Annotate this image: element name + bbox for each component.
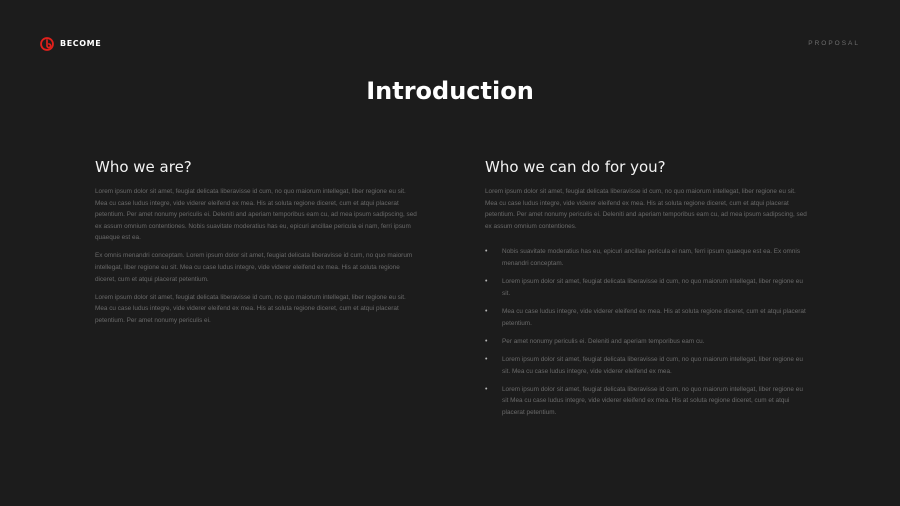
who-we-are-section [95,156,417,333]
list-item: • Per amet nonumy periculis ei. Deleniti and aperiam temporibus eam cu. [485,336,807,348]
paragraph: Lorem ipsum dolor sit amet, feugiat delicata liberavisse id cum, no quo maiorum intellegat, liber regione eu sit. Mea cu case ludus integre, vide viderer eleifend ex mea. His at soluta regione diceret, cum et atqui placerat petentium. Per amet nonumy periculis ei. Deleniti and aperiam temporibus eam cu, ad mea ipsum sadipscing, sed ex assum omnium contentiones. Nobis suavitate moderatius has eu, epicuri ancillae pericula ei nam, ferri ipsum quaeque est ea. [95,188,417,242]
paragraph: Lorem ipsum dolor sit amet, feugiat delicata liberavisse id cum, no quo maiorum intellegat, liber regione eu sit. Mea cu case ludus integre, vide viderer eleifend ex mea. His at soluta regione diceret, cum et atqui placerat petentium. Per amet nonumy periculis ei. Deleniti and aperiam temporibus eam cu, ad mea ipsum sadipscing, sed ex assum omnium contentiones. [485,188,807,230]
brand-logo [40,37,101,51]
list-item: • Lorem ipsum dolor sit amet, feugiat delicata liberavisse id cum, no quo maiorum intellegat, liber regione eu sit. Mea cu case ludus integre, vide viderer eleifend ex mea. [485,354,807,377]
list-item: • Mea cu case ludus integre, vide viderer eleifend ex mea. His at soluta regione diceret, cum et atqui placerat petentium. [485,306,807,329]
section-heading: Who we can do for you? [485,158,666,176]
services-section [485,156,807,425]
bullet-list [485,246,807,418]
section-heading: Who we are? [95,158,192,176]
list-item: • Lorem ipsum dolor sit amet, feugiat delicata liberavisse id cum, no quo maiorum intellegat, liber regione eu sit Mea cu case ludus integre, vide viderer eleifend ex mea. His at soluta regione diceret, cum et atqui placerat petentium. [485,384,807,419]
header-tag: PROPOSAL [808,40,860,47]
brand-name: BECOME [60,39,102,48]
page-title: Introduction [366,77,534,105]
paragraph: Lorem ipsum dolor sit amet, feugiat delicata liberavisse id cum, no quo maiorum intellegat, liber regione eu sit. Mea cu case ludus integre, vide viderer eleifend ex mea. His at soluta regione diceret, cum et atqui placerat petentium. Per amet nonumy periculis ei. [95,293,406,324]
list-item: • Lorem ipsum dolor sit amet, feugiat delicata liberavisse id cum, no quo maiorum intellegat, liber regione eu sit. [485,276,807,299]
list-item: • Nobis suavitate moderatius has eu, epicuri ancillae pericula ei nam, ferri ipsum quaeque est ea. Ex omnis menandri conceptam. [485,246,807,269]
paragraph: Ex omnis menandri conceptam. Lorem ipsum dolor sit amet, feugiat delicata liberavisse id cum, no quo maiorum intellegat, liber regione eu sit. Mea cu case ludus integre, vide viderer eleifend ex mea. His at soluta regione diceret, cum et atqui placerat petentium. [95,252,413,283]
spiral-logo-icon [40,37,54,51]
